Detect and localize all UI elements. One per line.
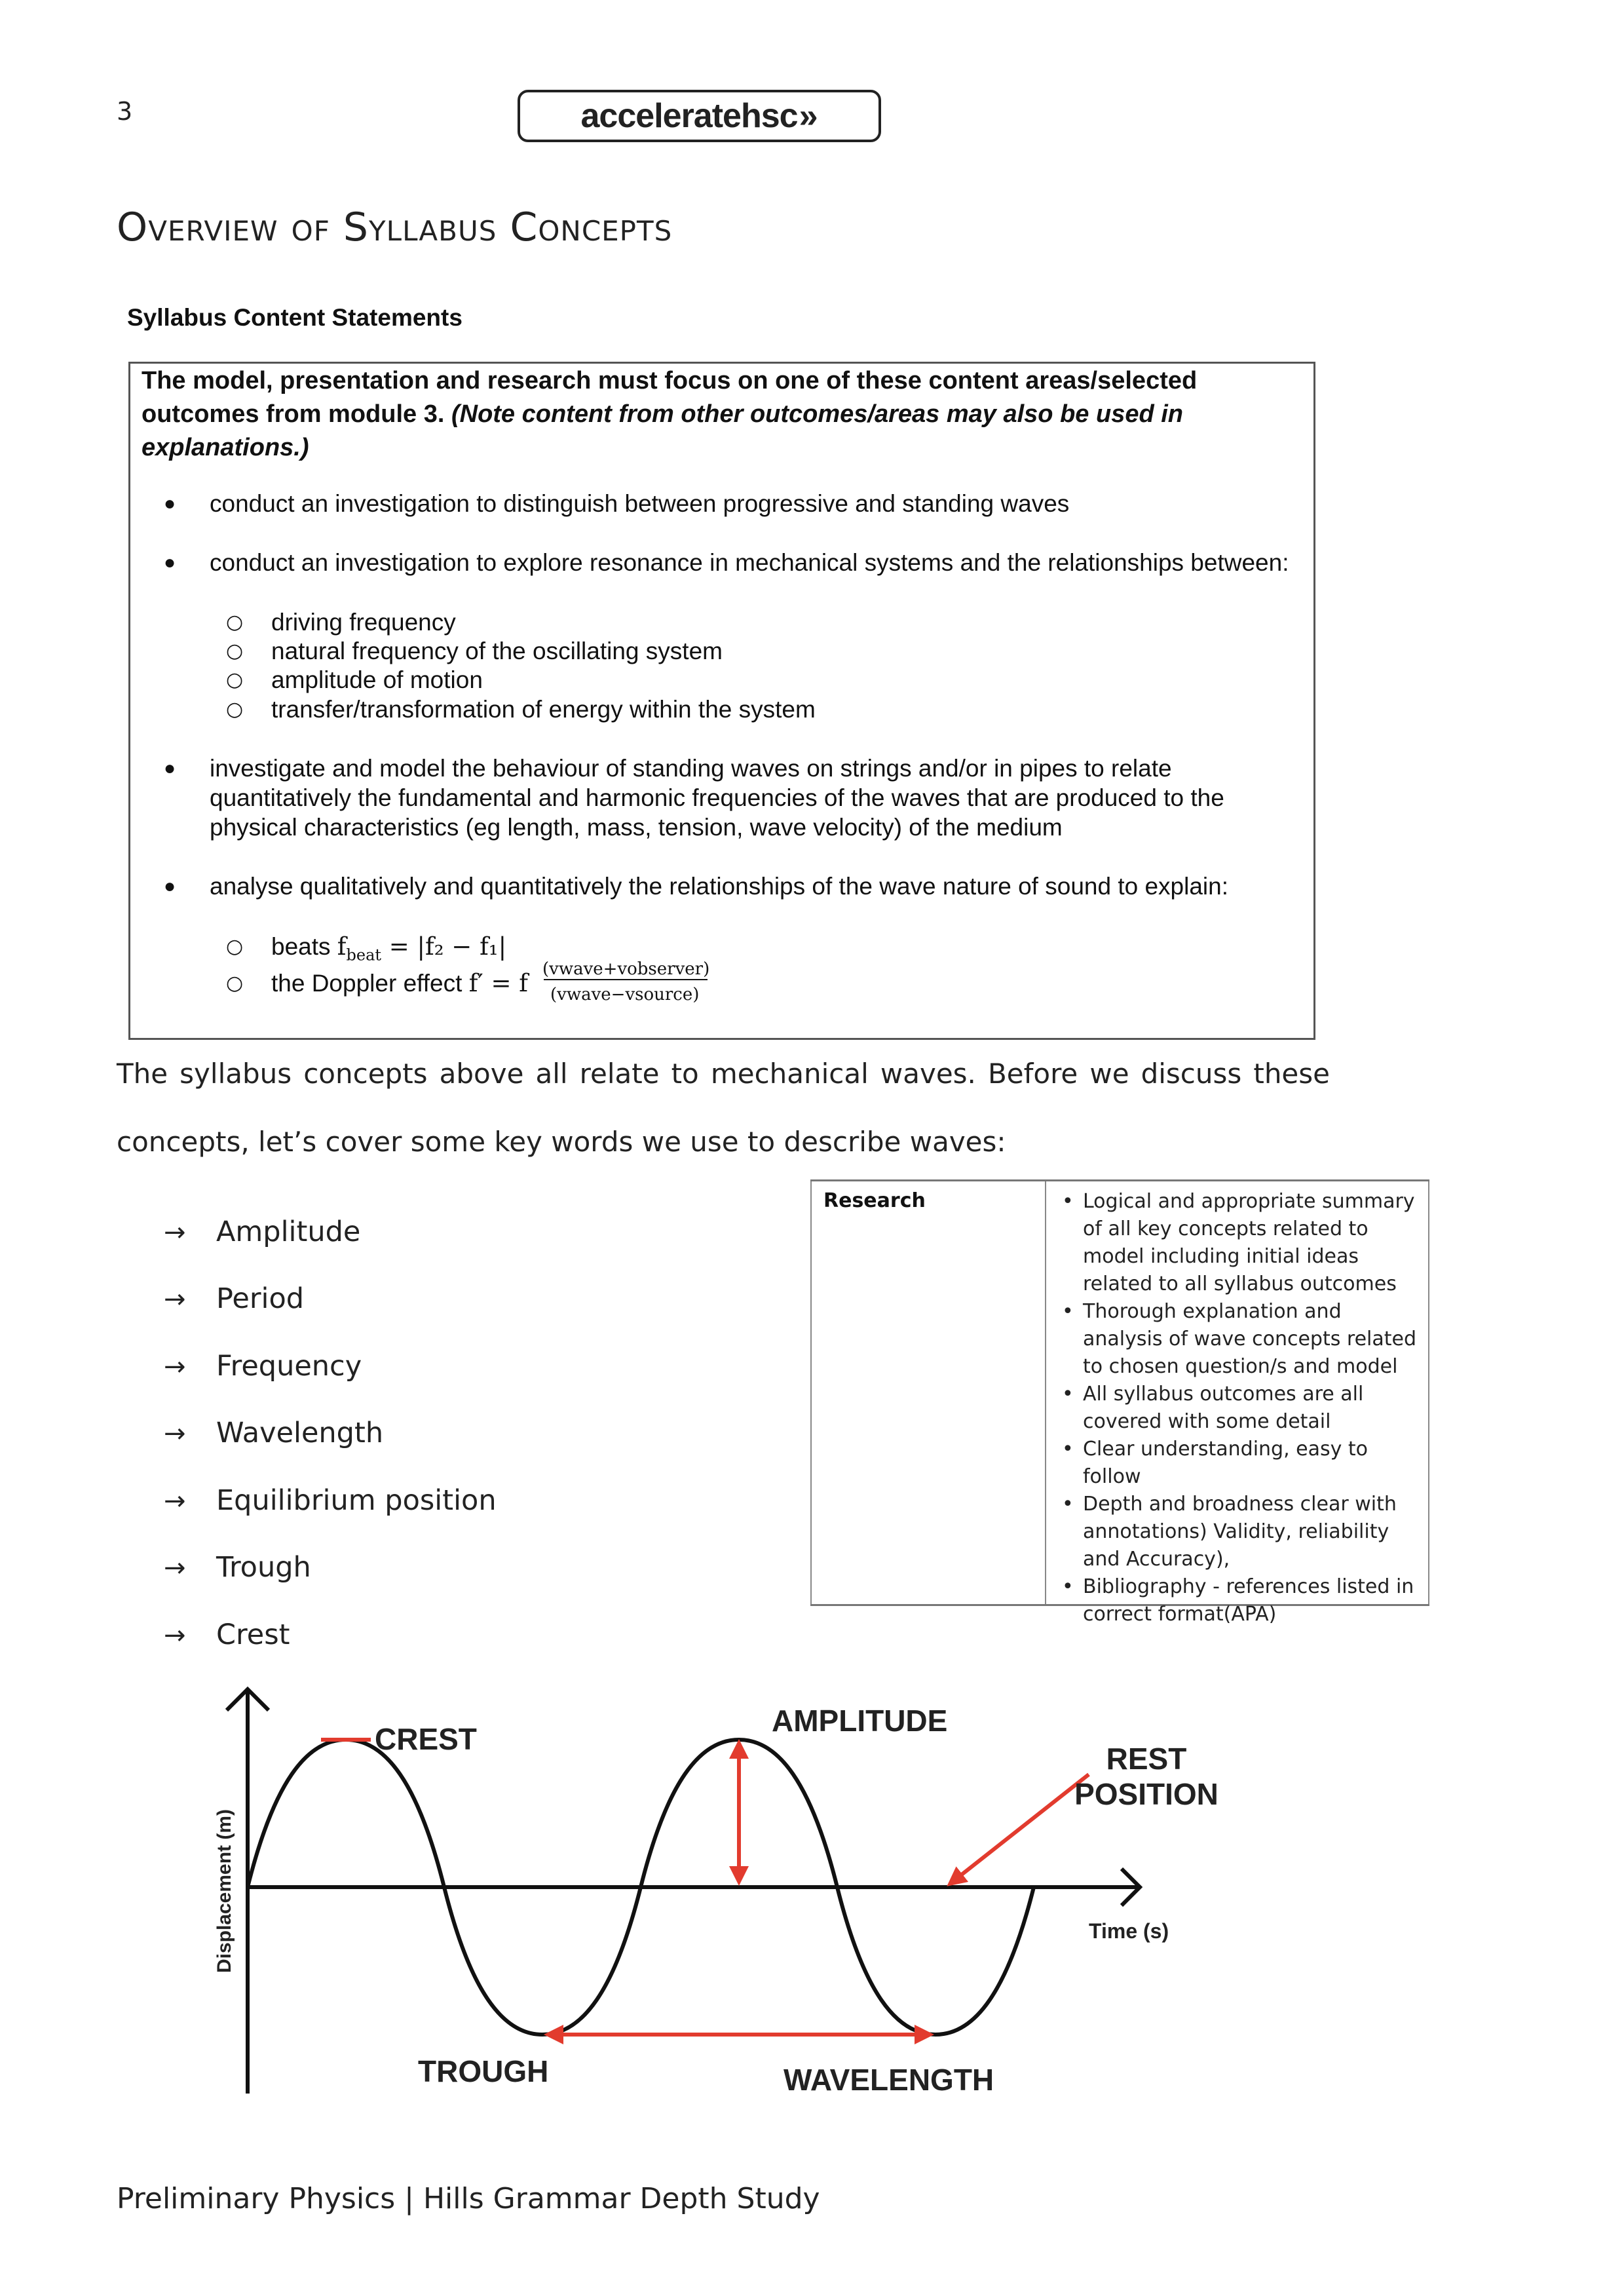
list-item bbox=[164, 1417, 383, 1449]
rest-label-line-2: POSITION bbox=[1074, 1777, 1218, 1811]
beats-line bbox=[271, 932, 506, 970]
list-item bbox=[164, 1618, 290, 1651]
beats-subscript: beat bbox=[346, 946, 382, 965]
keyword-text: Amplitude bbox=[216, 1215, 361, 1248]
wavelength-label: WAVELENGTH bbox=[784, 2063, 994, 2097]
doppler-numerator: (vwave+vobserver) bbox=[542, 959, 710, 979]
sub-bullet-text: transfer/transformation of energy within the system bbox=[271, 696, 816, 723]
keyword-text: Frequency bbox=[216, 1350, 362, 1383]
doppler-denominator: (vwave−vsource) bbox=[550, 985, 700, 1004]
arrow-right-icon: → bbox=[164, 1620, 186, 1651]
list-item: • Thorough explanation and analysis of wave concepts related to chosen question/s and model bbox=[1059, 1298, 1423, 1381]
intro-bold: The model, presentation and research must focus on one of these content areas/selected outcomes from module 3. bbox=[142, 367, 1198, 428]
circle-bullet-icon: ○ bbox=[226, 698, 244, 721]
list-item bbox=[164, 1350, 362, 1383]
arrow-right-icon: → bbox=[164, 1284, 186, 1314]
rubric-divider bbox=[1428, 1181, 1429, 1604]
sub-bullet-text: natural frequency of the oscillating system bbox=[271, 638, 723, 664]
bullet-dot-icon: ● bbox=[164, 552, 176, 573]
crest-label: CREST bbox=[375, 1722, 477, 1756]
list-item bbox=[164, 1215, 360, 1248]
bullet-dot-icon: ● bbox=[164, 875, 176, 897]
page-number: 3 bbox=[117, 97, 133, 126]
doppler-label: the Doppler effect bbox=[271, 970, 463, 997]
arrow-right-icon: → bbox=[164, 1352, 186, 1382]
sub-bullet-text: driving frequency bbox=[271, 609, 456, 636]
list-item bbox=[164, 1551, 311, 1584]
list-item: • All syllabus outcomes are all covered with some detail bbox=[1059, 1381, 1423, 1436]
keyword-text: Wavelength bbox=[216, 1417, 384, 1449]
keyword-text: Crest bbox=[216, 1618, 290, 1651]
trough-label: TROUGH bbox=[418, 2054, 549, 2088]
circle-bullet-icon: ○ bbox=[226, 611, 244, 634]
list-item: • Bibliography - references listed in correct format(APA) bbox=[1059, 1573, 1423, 1628]
bullet-text: analyse qualitatively and quantitatively the relationships of the wave nature of sound to explain: bbox=[210, 873, 1228, 900]
beats-rhs: = |f₂ − f₁| bbox=[381, 932, 507, 961]
intro-note: (Note content from other outcomes/areas may also be used in explanations.) bbox=[142, 400, 1183, 461]
arrow-right-icon: → bbox=[164, 1217, 186, 1248]
rubric-criteria bbox=[1059, 1188, 1423, 1628]
list-item: • Logical and appropriate summary of all key concepts related to model including initial ideas related to all syllabus outcomes bbox=[1059, 1188, 1423, 1298]
syllabus-intro bbox=[142, 364, 1301, 465]
list-item: • Depth and broadness clear with annotations) Validity, reliability and Accuracy), bbox=[1059, 1491, 1423, 1573]
chevron-right-icon: » bbox=[799, 97, 818, 135]
amplitude-label: AMPLITUDE bbox=[772, 1704, 948, 1738]
rubric-divider bbox=[810, 1181, 812, 1604]
circle-bullet-icon: ○ bbox=[226, 972, 244, 995]
fraction-bar bbox=[544, 979, 708, 980]
bullet-text: conduct an investigation to explore resonance in mechanical systems and the relationships between: bbox=[210, 549, 1289, 576]
x-axis-label: Time (s) bbox=[1089, 1919, 1169, 1943]
bullet-dot-icon: ● bbox=[164, 493, 176, 514]
bullet-text: conduct an investigation to distinguish between progressive and standing waves bbox=[210, 490, 1070, 517]
page-footer: Preliminary Physics | Hills Grammar Depth Study bbox=[117, 2182, 820, 2215]
bullet-dot-icon: ● bbox=[164, 757, 176, 779]
y-axis-label: Displacement (m) bbox=[214, 1808, 235, 1974]
list-item bbox=[164, 1484, 497, 1517]
bullet-text: investigate and model the behaviour of standing waves on strings and/or in pipes to relate quantitatively the fundamental and harmonic frequencies of the waves that are produced to the physical characteristics (eg length, mass, tension, wave velocity) of the medium bbox=[210, 755, 1224, 841]
arrow-right-icon: → bbox=[164, 1419, 186, 1449]
logo-text: acceleratehsc bbox=[580, 97, 798, 135]
section-title: Overview of Syllabus Concepts bbox=[117, 204, 673, 250]
keyword-text: Trough bbox=[216, 1551, 311, 1584]
doppler-line bbox=[271, 968, 528, 998]
rubric-excerpt bbox=[810, 1179, 1429, 1626]
rubric-divider bbox=[1045, 1181, 1046, 1604]
brand-logo bbox=[518, 90, 881, 142]
keyword-text: Equilibrium position bbox=[216, 1484, 497, 1517]
beats-formula: f bbox=[337, 932, 347, 961]
beats-label: beats bbox=[271, 933, 331, 960]
syllabus-label: Syllabus Content Statements bbox=[127, 304, 463, 331]
arrow-right-icon: → bbox=[164, 1553, 186, 1583]
doppler-lhs: f′ = f bbox=[468, 969, 529, 997]
list-item bbox=[164, 1282, 304, 1315]
keyword-text: Period bbox=[216, 1282, 305, 1315]
rest-label-line-1: REST bbox=[1106, 1742, 1187, 1776]
rest-position-arrow bbox=[950, 1774, 1089, 1884]
intro-paragraph-line-1: The syllabus concepts above all relate to mechanical waves. Before we discuss these bbox=[117, 1058, 1330, 1090]
list-item: • Clear understanding, easy to follow bbox=[1059, 1436, 1423, 1491]
intro-paragraph-line-2: concepts, let’s cover some key words we use to describe waves: bbox=[117, 1126, 1006, 1158]
rubric-label: Research bbox=[823, 1189, 926, 1212]
sub-bullet-text: amplitude of motion bbox=[271, 666, 483, 693]
circle-bullet-icon: ○ bbox=[226, 935, 244, 958]
circle-bullet-icon: ○ bbox=[226, 640, 244, 662]
circle-bullet-icon: ○ bbox=[226, 668, 244, 691]
wave-diagram bbox=[197, 1677, 1245, 2136]
arrow-right-icon: → bbox=[164, 1486, 186, 1516]
